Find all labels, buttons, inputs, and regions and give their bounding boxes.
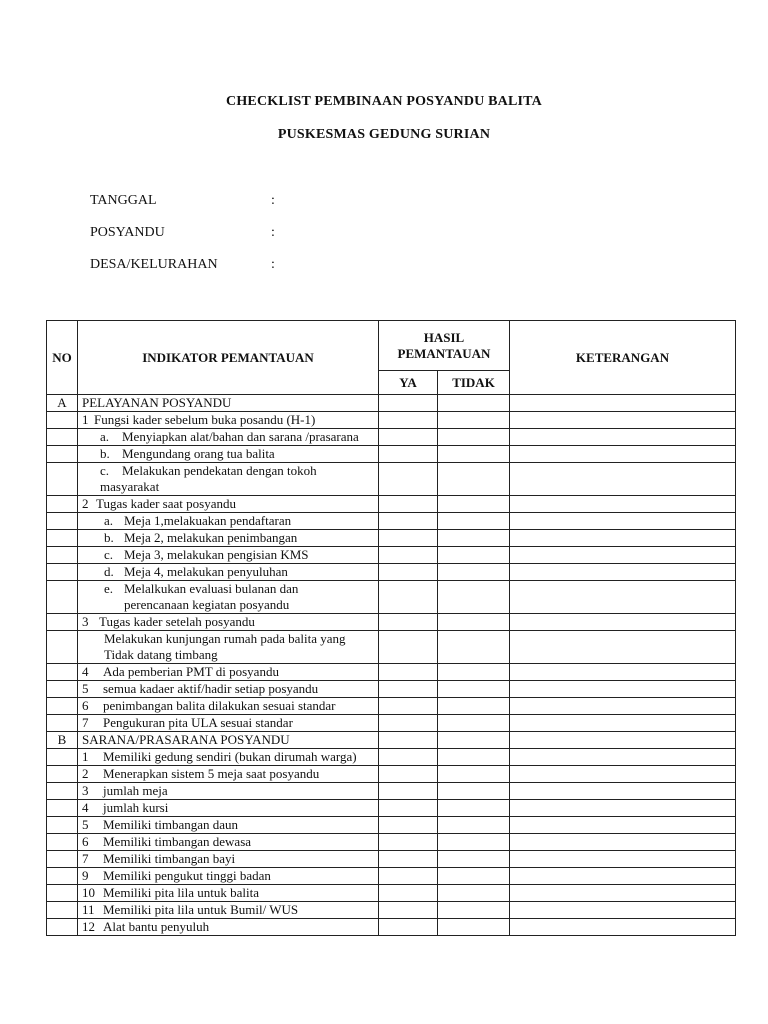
- table-row: [47, 783, 736, 800]
- field-tanggal: [90, 193, 275, 209]
- indicator-text: c. Melakukan pendekatan dengan tokoh masyarakat: [78, 463, 379, 496]
- cell-tidak[interactable]: [438, 564, 510, 581]
- cell-ya[interactable]: [379, 412, 438, 429]
- header-indikator: INDIKATOR PEMANTAUAN: [78, 321, 379, 395]
- cell-tidak[interactable]: [438, 800, 510, 817]
- table-row: [47, 564, 736, 581]
- indicator-text: 9 Memiliki pengukut tinggi badan: [78, 868, 379, 885]
- indicator-text: 7 Pengukuran pita ULA sesuai standar: [78, 715, 379, 732]
- indicator-text: a. Menyiapkan alat/bahan dan sarana /prasarana: [78, 429, 379, 446]
- cell-tidak[interactable]: [438, 446, 510, 463]
- cell-keterangan[interactable]: [510, 715, 736, 732]
- indicator-text: Melakukan kunjungan rumah pada balita yang Tidak datang timbang: [78, 631, 379, 664]
- cell-keterangan[interactable]: [510, 681, 736, 698]
- cell-tidak[interactable]: [438, 395, 510, 412]
- indicator-text: 3 jumlah meja: [78, 783, 379, 800]
- indicator-text: b. Meja 2, melakukan penimbangan: [78, 530, 379, 547]
- field-posyandu: [90, 225, 275, 241]
- checklist-table: [46, 320, 736, 936]
- cell-ya[interactable]: [379, 732, 438, 749]
- table-row: [47, 496, 736, 513]
- indicator-text: e. Melalkukan evaluasi bulanan dan perencanaan kegiatan posyandu: [78, 581, 379, 614]
- indicator-text: 11 Memiliki pita lila untuk Bumil/ WUS: [78, 902, 379, 919]
- cell-keterangan[interactable]: [510, 902, 736, 919]
- cell-keterangan[interactable]: [510, 698, 736, 715]
- header-no: NO: [47, 321, 78, 395]
- table-row: [47, 817, 736, 834]
- cell-keterangan[interactable]: [510, 766, 736, 783]
- cell-ya[interactable]: [379, 496, 438, 513]
- cell-ya[interactable]: [379, 581, 438, 614]
- table-row: [47, 868, 736, 885]
- table-row: [47, 749, 736, 766]
- cell-tidak[interactable]: [438, 783, 510, 800]
- header-hasil: [379, 321, 510, 371]
- table-row: [47, 547, 736, 564]
- document-title: CHECKLIST PEMBINAAN POSYANDU BALITA: [226, 94, 542, 109]
- table-row: [47, 902, 736, 919]
- cell-tidak[interactable]: [438, 631, 510, 664]
- indicator-text: 5 semua kadaer aktif/hadir setiap posyandu: [78, 681, 379, 698]
- cell-ya[interactable]: [379, 547, 438, 564]
- table-row: [47, 429, 736, 446]
- cell-ya[interactable]: [379, 530, 438, 547]
- table-row: [47, 681, 736, 698]
- cell-keterangan[interactable]: [510, 885, 736, 902]
- indicator-text: d. Meja 4, melakukan penyuluhan: [78, 564, 379, 581]
- cell-keterangan[interactable]: [510, 732, 736, 749]
- cell-ya[interactable]: [379, 564, 438, 581]
- indicator-text: 2 Menerapkan sistem 5 meja saat posyandu: [78, 766, 379, 783]
- table-row: [47, 800, 736, 817]
- cell-ya[interactable]: [379, 868, 438, 885]
- cell-tidak[interactable]: [438, 614, 510, 631]
- cell-keterangan[interactable]: [510, 395, 736, 412]
- cell-tidak[interactable]: [438, 868, 510, 885]
- field-desa-kelurahan: [90, 257, 275, 273]
- cell-tidak[interactable]: [438, 749, 510, 766]
- cell-tidak[interactable]: [438, 919, 510, 936]
- cell-tidak[interactable]: [438, 715, 510, 732]
- cell-keterangan[interactable]: [510, 463, 736, 496]
- cell-keterangan[interactable]: [510, 868, 736, 885]
- cell-tidak[interactable]: [438, 698, 510, 715]
- cell-ya[interactable]: [379, 749, 438, 766]
- indicator-text: 6 Memiliki timbangan dewasa: [78, 834, 379, 851]
- field-colon: :: [271, 225, 275, 240]
- field-colon: :: [271, 257, 275, 272]
- field-label: DESA/KELURAHAN: [90, 257, 218, 272]
- table-row: [47, 715, 736, 732]
- cell-ya[interactable]: [379, 800, 438, 817]
- cell-ya[interactable]: [379, 429, 438, 446]
- cell-tidak[interactable]: [438, 463, 510, 496]
- table-row: [47, 412, 736, 429]
- cell-ya[interactable]: [379, 698, 438, 715]
- cell-keterangan[interactable]: [510, 429, 736, 446]
- header-keterangan: KETERANGAN: [510, 321, 736, 395]
- cell-keterangan[interactable]: [510, 614, 736, 631]
- cell-tidak[interactable]: [438, 581, 510, 614]
- cell-tidak[interactable]: [438, 766, 510, 783]
- indicator-text: 4 jumlah kursi: [78, 800, 379, 817]
- cell-ya[interactable]: [379, 664, 438, 681]
- table-row: [47, 446, 736, 463]
- indicator-text: 10 Memiliki pita lila untuk balita: [78, 885, 379, 902]
- cell-keterangan[interactable]: [510, 564, 736, 581]
- cell-tidak[interactable]: [438, 429, 510, 446]
- cell-ya[interactable]: [379, 463, 438, 496]
- cell-keterangan[interactable]: [510, 513, 736, 530]
- section-title: SARANA/PRASARANA POSYANDU: [78, 732, 379, 749]
- table-row: [47, 614, 736, 631]
- table-row: [47, 834, 736, 851]
- cell-tidak[interactable]: [438, 851, 510, 868]
- table-row: [47, 919, 736, 936]
- table-row: [47, 766, 736, 783]
- table-row: [47, 395, 736, 412]
- cell-tidak[interactable]: [438, 817, 510, 834]
- cell-keterangan[interactable]: [510, 530, 736, 547]
- header-tidak: TIDAK: [438, 371, 510, 395]
- cell-tidak[interactable]: [438, 834, 510, 851]
- cell-keterangan[interactable]: [510, 834, 736, 851]
- cell-keterangan[interactable]: [510, 749, 736, 766]
- header-ya: YA: [379, 371, 438, 395]
- cell-ya[interactable]: [379, 614, 438, 631]
- field-label: TANGGAL: [90, 193, 157, 208]
- cell-ya[interactable]: [379, 885, 438, 902]
- cell-ya[interactable]: [379, 513, 438, 530]
- table-row: [47, 885, 736, 902]
- cell-keterangan[interactable]: [510, 664, 736, 681]
- cell-keterangan[interactable]: [510, 851, 736, 868]
- cell-tidak[interactable]: [438, 681, 510, 698]
- cell-tidak[interactable]: [438, 412, 510, 429]
- indicator-text: 12 Alat bantu penyuluh: [78, 919, 379, 936]
- cell-ya[interactable]: [379, 446, 438, 463]
- cell-keterangan[interactable]: [510, 412, 736, 429]
- indicator-text: 1 Fungsi kader sebelum buka posandu (H-1): [78, 412, 379, 429]
- cell-keterangan[interactable]: [510, 817, 736, 834]
- indicator-text: 5 Memiliki timbangan daun: [78, 817, 379, 834]
- cell-keterangan[interactable]: [510, 547, 736, 564]
- cell-ya[interactable]: [379, 851, 438, 868]
- table-row: [47, 463, 736, 496]
- cell-keterangan[interactable]: [510, 631, 736, 664]
- field-colon: :: [271, 193, 275, 208]
- indicator-text: 7 Memiliki timbangan bayi: [78, 851, 379, 868]
- cell-ya[interactable]: [379, 783, 438, 800]
- cell-ya[interactable]: [379, 631, 438, 664]
- cell-keterangan[interactable]: [510, 496, 736, 513]
- cell-ya[interactable]: [379, 902, 438, 919]
- table-row: [47, 698, 736, 715]
- table-row: [47, 664, 736, 681]
- cell-ya[interactable]: [379, 817, 438, 834]
- document-subtitle: PUSKESMAS GEDUNG SURIAN: [277, 127, 491, 142]
- cell-ya[interactable]: [379, 715, 438, 732]
- indicator-text: b. Mengundang orang tua balita: [78, 446, 379, 463]
- table-row: [47, 530, 736, 547]
- indicator-text: 2 Tugas kader saat posyandu: [78, 496, 379, 513]
- indicator-text: 3 Tugas kader setelah posyandu: [78, 614, 379, 631]
- cell-tidak[interactable]: [438, 513, 510, 530]
- cell-keterangan[interactable]: [510, 919, 736, 936]
- cell-tidak[interactable]: [438, 496, 510, 513]
- cell-ya[interactable]: [379, 395, 438, 412]
- cell-ya[interactable]: [379, 834, 438, 851]
- indicator-text: 1 Memiliki gedung sendiri (bukan dirumah warga): [78, 749, 379, 766]
- indicator-text: 4 Ada pemberian PMT di posyandu: [78, 664, 379, 681]
- indicator-text: c. Meja 3, melakukan pengisian KMS: [78, 547, 379, 564]
- cell-keterangan[interactable]: [510, 446, 736, 463]
- cell-ya[interactable]: [379, 919, 438, 936]
- cell-ya[interactable]: [379, 681, 438, 698]
- cell-keterangan[interactable]: [510, 783, 736, 800]
- section-no: A: [47, 395, 78, 412]
- table-row: [47, 732, 736, 749]
- cell-ya[interactable]: [379, 766, 438, 783]
- field-label: POSYANDU: [90, 225, 165, 240]
- cell-tidak[interactable]: [438, 885, 510, 902]
- indicator-text: a. Meja 1,melakuakan pendaftaran: [78, 513, 379, 530]
- cell-keterangan[interactable]: [510, 581, 736, 614]
- cell-tidak[interactable]: [438, 902, 510, 919]
- table-row: [47, 631, 736, 664]
- indicator-text: 6 penimbangan balita dilakukan sesuai standar: [78, 698, 379, 715]
- table-row: [47, 851, 736, 868]
- section-no: B: [47, 732, 78, 749]
- cell-keterangan[interactable]: [510, 800, 736, 817]
- table-row: [47, 513, 736, 530]
- cell-tidak[interactable]: [438, 530, 510, 547]
- cell-tidak[interactable]: [438, 547, 510, 564]
- cell-tidak[interactable]: [438, 732, 510, 749]
- header-hasil-text: HASIL PEMANTAUAN: [397, 329, 491, 361]
- table-row: [47, 581, 736, 614]
- cell-tidak[interactable]: [438, 664, 510, 681]
- section-title: PELAYANAN POSYANDU: [78, 395, 379, 412]
